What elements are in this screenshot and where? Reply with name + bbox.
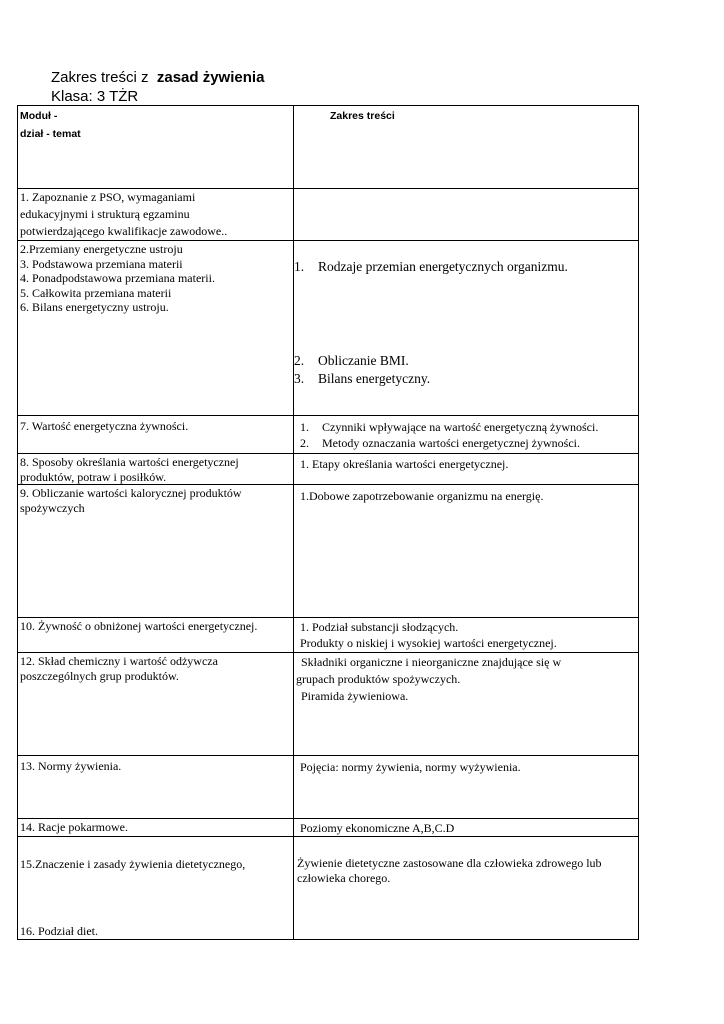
content-table xyxy=(17,105,639,940)
table-header-row xyxy=(18,106,639,189)
table-row xyxy=(18,819,639,837)
row-module: 1. Zapoznanie z PSO, wymaganiami edukacyjnymi i strukturą egzaminu potwierdzającego kwalifikacje zawodowe.. xyxy=(18,189,294,241)
row-content: 1. Podział substancji słodzących. Produkty o niskiej i wysokiej wartości energetycznej. xyxy=(294,618,639,653)
row-content: Składniki organiczne i nieorganiczne znajdujące się w grupach produktów spożywczych. Piramida żywieniowa. xyxy=(294,653,639,756)
table-row xyxy=(18,618,639,653)
row-module: 9. Obliczanie wartości kalorycznej produktów spożywczych xyxy=(18,485,294,618)
table-row xyxy=(18,653,639,756)
header-content-scope: Zakres treści xyxy=(294,106,639,189)
list-item: 1. Czynniki wpływające na wartość energetyczną żywności. xyxy=(300,420,599,434)
row-module: 7. Wartość energetyczna żywności. xyxy=(18,416,294,454)
table-row xyxy=(18,485,639,618)
list-item: 1. Rodzaje przemian energetycznych organizmu. xyxy=(294,259,568,274)
row-content xyxy=(294,241,639,416)
row-content: 1.Dobowe zapotrzebowanie organizmu na energię. xyxy=(294,485,639,618)
class-line: Klasa: 3 TŻR xyxy=(51,88,139,105)
row-module: 14. Racje pokarmowe. xyxy=(18,819,294,837)
row-module: 12. Skład chemiczny i wartość odżywcza poszczególnych grup produktów. xyxy=(18,653,294,756)
list-item: 2. Obliczanie BMI. xyxy=(294,353,409,368)
row-module: 15.Znaczenie i zasady żywienia dietetycznego, 16. Podział diet. xyxy=(18,837,294,940)
table-row xyxy=(18,241,639,416)
row-content: Poziomy ekonomiczne A,B,C.D xyxy=(294,819,639,837)
list-item: 2. Metody oznaczania wartości energetycznej żywności. xyxy=(300,435,580,450)
header-module: Moduł - dział - temat xyxy=(18,106,294,189)
table-row xyxy=(18,416,639,454)
row-content xyxy=(294,189,639,241)
row-module: 13. Normy żywienia. xyxy=(18,756,294,819)
row-content: Żywienie dietetyczne zastosowane dla człowieka zdrowego lub człowieka chorego. xyxy=(294,837,639,940)
document-title xyxy=(51,69,264,86)
title-prefix: Zakres treści z xyxy=(51,69,149,86)
row-content xyxy=(294,416,639,454)
row-module: 8. Sposoby określania wartości energetycznej produktów, potraw i posiłków. xyxy=(18,454,294,485)
row-content: 1. Etapy określania wartości energetycznej. xyxy=(294,454,639,485)
table-row xyxy=(18,454,639,485)
table-row xyxy=(18,189,639,241)
table-row xyxy=(18,837,639,940)
row-module: 2.Przemiany energetyczne ustroju 3. Podstawowa przemiana materii 4. Ponadpodstawowa przemiana materii. 5. Całkowita przemiana materii 6. Bilans energetyczny ustroju. xyxy=(18,241,294,416)
list-item: 3. Bilans energetyczny. xyxy=(294,371,431,386)
table-row xyxy=(18,756,639,819)
row-content: Pojęcia: normy żywienia, normy wyżywienia. xyxy=(294,756,639,819)
title-subject: zasad żywienia xyxy=(156,69,265,86)
row-module: 10. Żywność o obniżonej wartości energetycznej. xyxy=(18,618,294,653)
